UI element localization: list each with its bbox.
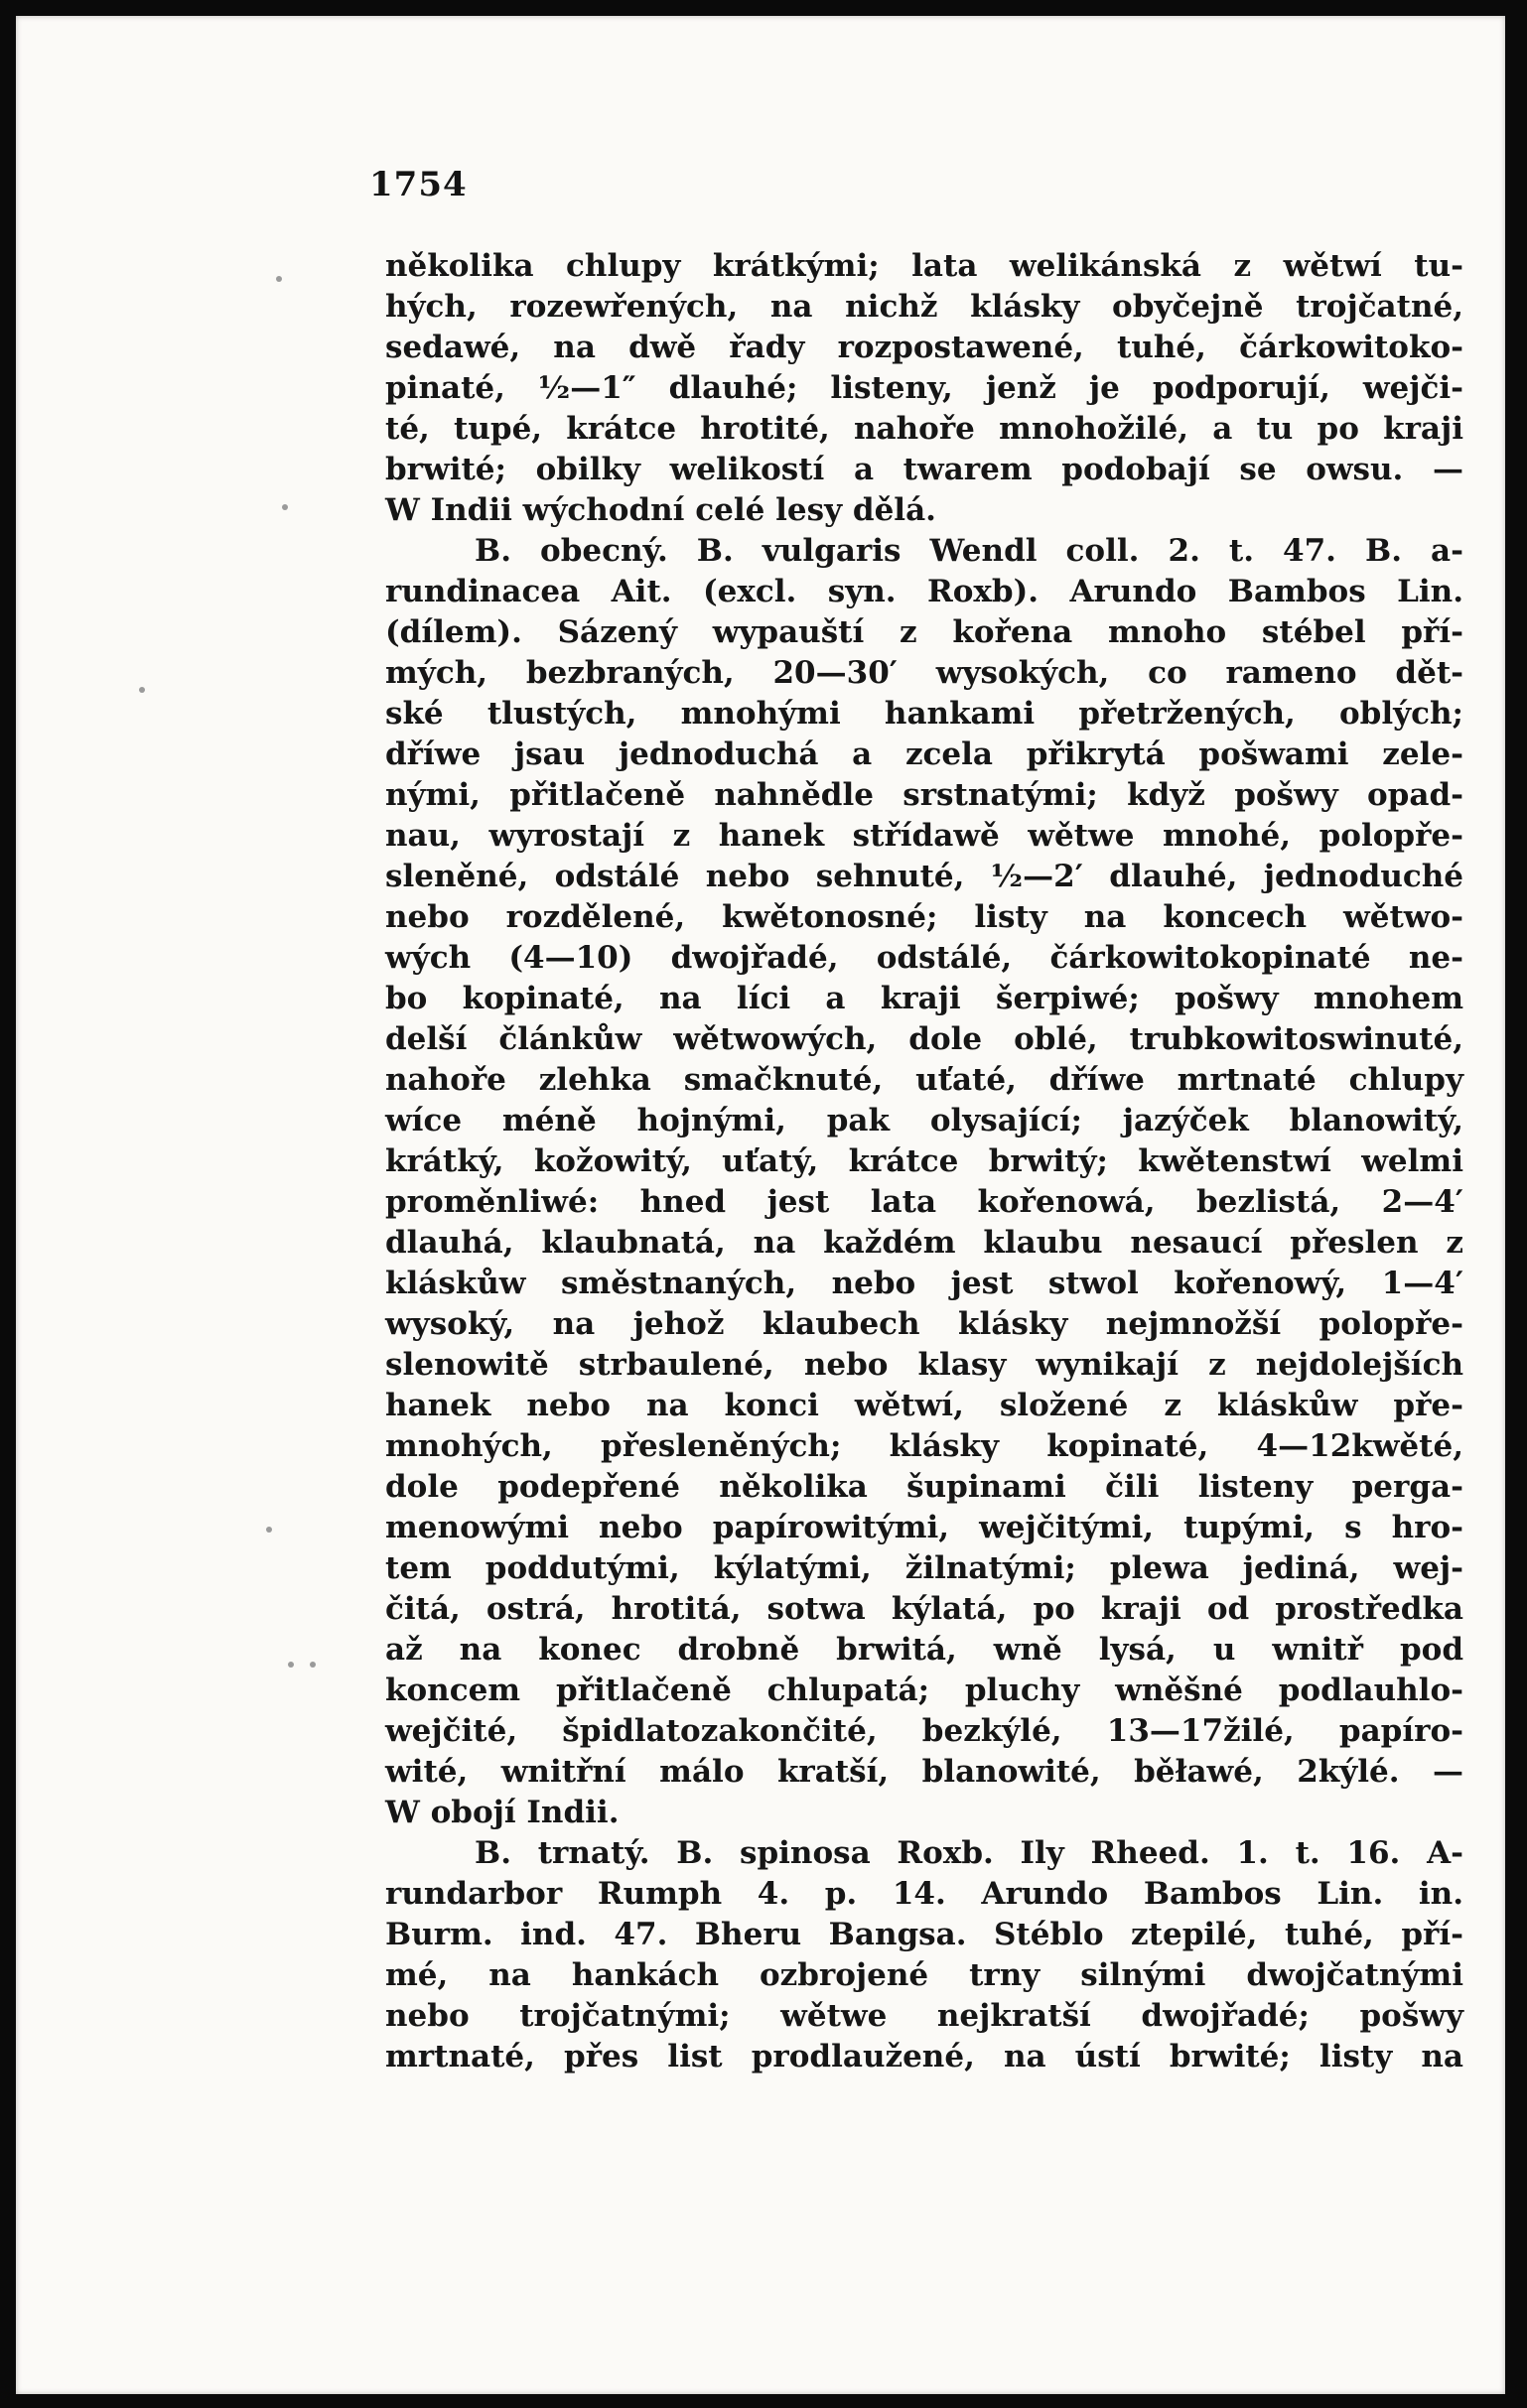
- text-line: brwité; obilky welikostí a twarem podobají se owsu. —: [385, 452, 1463, 487]
- margin-speck: [276, 276, 282, 282]
- text-line: wíce méně hojnými, pak olysající; jazýček blanowitý,: [385, 1103, 1463, 1138]
- text-line: krátký, kožowitý, uťatý, krátce brwitý; kwětenstwí welmi: [385, 1143, 1463, 1179]
- text-line: dlauhá, klaubnatá, na každém klaubu nesaucí přeslen z: [385, 1225, 1463, 1261]
- body-text: [385, 246, 1463, 2077]
- text-line: proměnliwé: hned jest lata kořenowá, bezlistá, 2—4′: [385, 1184, 1463, 1220]
- text-line: sleněné, odstálé nebo sehnuté, ½—2′ dlauhé, jednoduché: [385, 859, 1463, 894]
- text-line: dříwe jsau jednoduchá a zcela přikrytá pošwami zele-: [385, 736, 1463, 772]
- text-line: B. obecný. B. vulgaris Wendl coll. 2. t. 47. B. a-: [475, 533, 1463, 569]
- text-line: koncem přitlačeně chlupatá; pluchy wněšné podlauhlo-: [385, 1672, 1463, 1708]
- text-line: tem poddutými, kýlatými, žilnatými; plewa jediná, wej-: [385, 1550, 1463, 1586]
- text-line: delší článkůw wětwowých, dole oblé, trubkowitoswinuté,: [385, 1021, 1463, 1057]
- text-line: wité, wnitřní málo kratší, blanowité, běławé, 2kýlé. —: [385, 1754, 1463, 1790]
- margin-speck: [282, 504, 288, 510]
- text-line: (dílem). Sázený wypauští z kořena mnoho stébel pří-: [385, 614, 1463, 650]
- text-line: nými, přitlačeně nahnědle srstnatými; když pošwy opad-: [385, 777, 1463, 813]
- text-line: wejčité, špidlatozakončité, bezkýlé, 13—17žilé, papíro-: [385, 1713, 1463, 1749]
- margin-speck: [139, 687, 145, 693]
- margin-speck: [310, 1662, 316, 1668]
- text-line: až na konec drobně brwitá, wně lysá, u wnitř pod: [385, 1632, 1463, 1668]
- text-line: dole podepřené několika šupinami čili listeny perga-: [385, 1469, 1463, 1505]
- text-line: nahoře zlehka smačknuté, uťaté, dříwe mrtnaté chlupy: [385, 1062, 1463, 1098]
- text-line: pinaté, ½—1″ dlauhé; listeny, jenž je podporují, wejči-: [385, 370, 1463, 406]
- text-line: mé, na hankách ozbrojené trny silnými dwojčatnými: [385, 1957, 1463, 1993]
- text-line: té, tupé, krátce hrotité, nahoře mnohožilé, a tu po kraji: [385, 411, 1463, 447]
- text-line: menowými nebo papírowitými, wejčitými, tupými, s hro-: [385, 1510, 1463, 1545]
- text-line: kláskůw směstnaných, nebo jest stwol kořenowý, 1—4′: [385, 1266, 1463, 1301]
- text-line: wysoký, na jehož klaubech klásky nejmnožší polopře-: [385, 1306, 1463, 1342]
- text-line: mých, bezbraných, 20—30′ wysokých, co rameno dět-: [385, 655, 1463, 691]
- book-page: [16, 16, 1505, 2394]
- text-line: nebo rozdělené, kwětonosné; listy na koncech wětwo-: [385, 899, 1463, 935]
- text-line: rundarbor Rumph 4. p. 14. Arundo Bambos Lin. in.: [385, 1876, 1463, 1912]
- text-line: hých, rozewřených, na nichž klásky obyčejně trojčatné,: [385, 289, 1463, 325]
- text-line: Burm. ind. 47. Bheru Bangsa. Stéblo ztepilé, tuhé, pří-: [385, 1917, 1463, 1952]
- text-line: mnohých, přesleněných; klásky kopinaté, 4—12kwěté,: [385, 1428, 1463, 1464]
- text-line: B. trnatý. B. spinosa Roxb. Ily Rheed. 1. t. 16. A-: [475, 1835, 1463, 1871]
- margin-speck: [266, 1527, 272, 1533]
- text-line: čitá, ostrá, hrotitá, sotwa kýlatá, po kraji od prostředka: [385, 1591, 1463, 1627]
- text-line: nebo trojčatnými; wětwe nejkratší dwojřadé; pošwy: [385, 1998, 1463, 2034]
- text-line: ské tlustých, mnohými hankami přetržených, oblých;: [385, 696, 1463, 732]
- text-line: několika chlupy krátkými; lata welikánská z wětwí tu-: [385, 248, 1463, 284]
- page-number: 1754: [369, 165, 468, 204]
- text-line: mrtnaté, přes list prodlaužené, na ústí brwité; listy na: [385, 2039, 1463, 2074]
- text-line: W obojí Indii.: [385, 1795, 620, 1830]
- text-line: W Indii wýchodní celé lesy dělá.: [385, 492, 936, 528]
- text-line: bo kopinaté, na líci a kraji šerpiwé; pošwy mnohem: [385, 981, 1463, 1016]
- text-line: slenowitě strbaulené, nebo klasy wynikají z nejdolejších: [385, 1347, 1463, 1383]
- text-line: hanek nebo na konci wětwí, složené z kláskůw pře-: [385, 1388, 1463, 1423]
- text-line: nau, wyrostají z hanek střídawě wětwe mnohé, polopře-: [385, 818, 1463, 854]
- text-line: sedawé, na dwě řady rozpostawené, tuhé, čárkowitoko-: [385, 330, 1463, 365]
- margin-speck: [288, 1662, 294, 1668]
- text-line: rundinacea Ait. (excl. syn. Roxb). Arundo Bambos Lin.: [385, 574, 1463, 609]
- text-line: wých (4—10) dwojřadé, odstálé, čárkowitokopinaté ne-: [385, 940, 1463, 976]
